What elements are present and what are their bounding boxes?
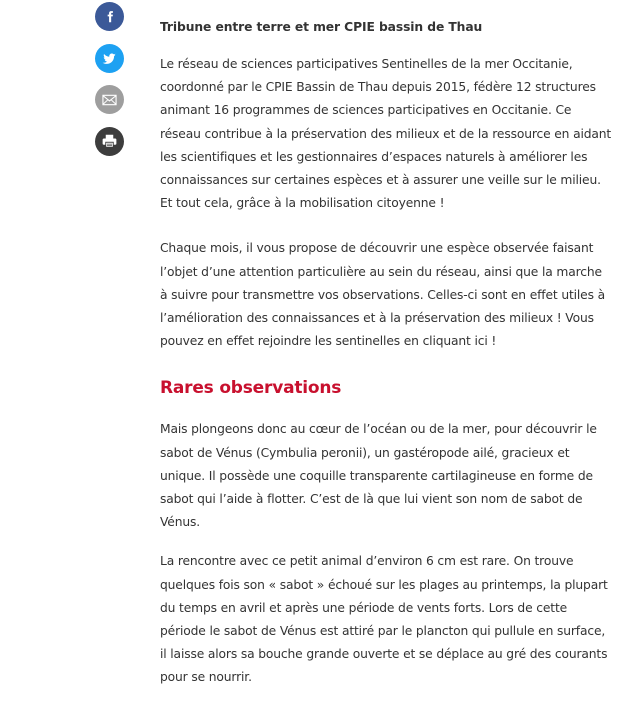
facebook-icon — [103, 10, 117, 24]
print-button[interactable] — [95, 127, 124, 156]
twitter-share-button[interactable] — [95, 44, 124, 73]
article-body — [160, 17, 612, 711]
twitter-icon — [102, 51, 117, 66]
email-share-button[interactable] — [95, 85, 124, 114]
print-icon — [102, 134, 117, 148]
section-title: Rares observations — [160, 378, 342, 399]
paragraph-network: Le réseau de sciences participatives Sentinelles de la mer Occitanie, coordonné par le CPIE Bassin de Thau depuis 2015, fédère 12 structures animant 16 programmes de sciences participatives en Occitanie. Ce réseau contribue à la préservation des milieux et de la ressource en aidant les scientifiques et les gestionnaires d’espaces naturels à améliorer les connaissances sur certaines espèces et à assurer une veille sur le milieu. Et tout cela, grâce à la mobilisation citoyenne ! — [160, 57, 612, 211]
paragraph-venus-intro: Mais plongeons donc au cœur de l’océan ou de la mer, pour découvrir le sabot de Vénus (Cymbulia peronii), un gastéropode ailé, gracieux et unique. Il possède une coquille transparente cartilagineuse en forme de sabot qui l’aide à flotter. C’est de là que lui vient son nom de sabot de Vénus. — [160, 422, 597, 530]
email-icon — [102, 94, 117, 106]
intro-title: Tribune entre terre et mer CPIE bassin de Thau — [160, 20, 483, 34]
paragraph-monthly: Chaque mois, il vous propose de découvrir une espèce observée faisant l’objet d’une attention particulière au sein du réseau, ainsi que la marche à suivre pour transmettre vos observations. Celles-ci sont en effet utiles à l’amélioration des connaissances et à la préservation des milieux ! Vous pouvez en effet rejoindre les sentinelles en cliquant ici ! — [160, 241, 605, 349]
share-bar — [95, 2, 125, 168]
paragraph-venus-encounter: La rencontre avec ce petit animal d’environ 6 cm est rare. On trouve quelques fois son « sabot » échoué sur les plages au printemps, la plupart du temps en avril et après une période de vents forts. Lors de cette période le sabot de Vénus est attiré par le plancton qui pullule en surface, il laisse alors sa bouche grande ouverte et se déplace au gré des courants pour se nourrir. — [160, 554, 608, 685]
facebook-share-button[interactable] — [95, 2, 124, 31]
